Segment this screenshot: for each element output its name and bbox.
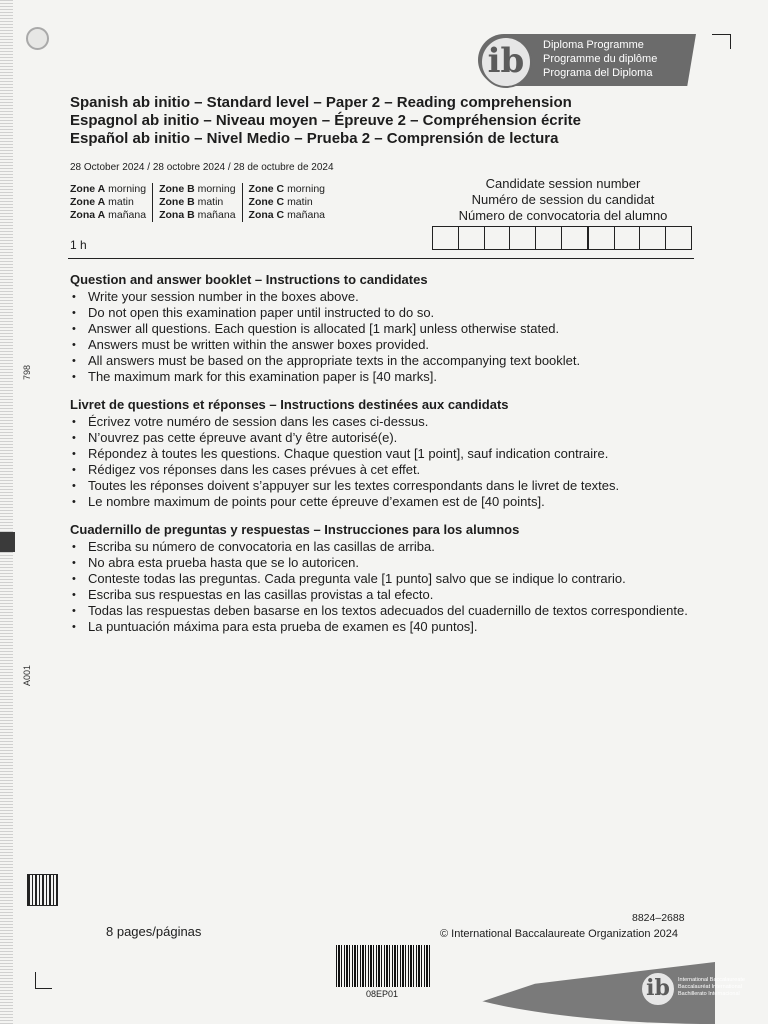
candidate-number-box[interactable]: [510, 227, 536, 249]
side-code-top: 798: [22, 364, 32, 380]
instruction-item: • Do not open this examination paper until instructed to do so.: [70, 305, 698, 321]
zone-row: [249, 209, 325, 222]
header-divider: [68, 258, 694, 259]
zone-row: [159, 209, 235, 222]
zone-row: [159, 196, 235, 209]
instruction-item: • The maximum mark for this examination paper is [40 marks].: [70, 369, 698, 385]
zone-time: mañana: [197, 209, 236, 221]
instruction-item: • Conteste todas las preguntas. Cada pregunta vale [1 punto] salvo que se indique lo contrario.: [70, 571, 698, 587]
scan-edge-strip: [0, 0, 13, 1024]
punch-hole-icon: [26, 27, 49, 50]
instruction-item: • Escriba su número de convocatoria en las casillas de arriba.: [70, 539, 698, 555]
ib-logo-footer: ib: [641, 972, 675, 1006]
ibo-name-fr: Baccalauréat International: [678, 984, 742, 990]
candidate-number-box[interactable]: [485, 227, 511, 249]
instruction-item: • Le nombre maximum de points pour cette épreuve d’examen est de [40 points].: [70, 494, 698, 510]
zone-name: Zone C: [248, 183, 285, 195]
zone-name: Zone B: [159, 196, 195, 208]
instruction-item: • Rédigez vos réponses dans les cases prévues à cet effet.: [70, 462, 698, 478]
candidate-number-box[interactable]: [433, 227, 459, 249]
instructions-heading: Cuadernillo de preguntas y respuestas – Instrucciones para los alumnos: [70, 522, 520, 537]
zone-time: matin: [108, 196, 134, 208]
corner-mark-bottom-left: [35, 972, 52, 989]
paper-code: 8824–2688: [632, 912, 685, 924]
instruction-item: • Answers must be written within the answer boxes provided.: [70, 337, 698, 353]
instruction-item: • All answers must be based on the appropriate texts in the accompanying text booklet.: [70, 353, 698, 369]
side-code-bottom: A001: [22, 664, 32, 686]
zone-row: [249, 196, 325, 209]
barcode-label: 08EP01: [366, 989, 399, 999]
instruction-item: • Write your session number in the boxes above.: [70, 289, 698, 305]
corner-mark-top-right: [712, 34, 731, 49]
zone-name: Zone A: [70, 196, 106, 208]
instruction-item: • No abra esta prueba hasta que se lo autoricen.: [70, 555, 698, 571]
copyright-notice: © International Baccalaureate Organization 2024: [440, 928, 679, 940]
edge-registration-mark: [0, 532, 15, 552]
instruction-item: • Toutes les réponses doivent s’appuyer sur les textes correspondants dans le livret de textes.: [70, 478, 698, 494]
candidate-number-boxes[interactable]: [432, 226, 692, 250]
ibo-name-es: Bachillerato Internacional: [678, 991, 740, 997]
instructions-heading: Question and answer booklet – Instructions to candidates: [70, 272, 428, 287]
instructions-es: [70, 522, 698, 635]
zone-row: [70, 196, 146, 209]
candidate-label-en: Candidate session number: [485, 176, 641, 191]
title-en: Spanish ab initio – Standard level – Paper 2 – Reading comprehension: [70, 94, 572, 111]
page-count: 8 pages/páginas: [106, 924, 202, 939]
ibo-name-en: International Baccalaureate: [678, 977, 745, 983]
candidate-number-box[interactable]: [459, 227, 485, 249]
ibo-names: [678, 977, 745, 998]
candidate-number-box[interactable]: [589, 227, 615, 249]
zone-name: Zona A: [70, 209, 106, 221]
instruction-item: • Répondez à toutes les questions. Chaque question vaut [1 point], sauf indication contraire.: [70, 446, 698, 462]
zone-time: matin: [197, 196, 224, 208]
instructions-list: [70, 289, 698, 385]
exam-date: 28 October 2024 / 28 octobre 2024 / 28 de octubre de 2024: [70, 162, 334, 173]
instruction-item: • La puntuación máxima para esta prueba de examen es [40 puntos].: [70, 619, 698, 635]
zone-name: Zone A: [70, 183, 106, 195]
programme-name-es: Programa del Diploma: [543, 67, 653, 79]
zone-row: [70, 183, 146, 196]
zone-name: Zone C: [248, 196, 285, 208]
zone-time: mañana: [108, 209, 147, 221]
zone-name: Zone B: [159, 183, 195, 195]
datamatrix-code: [27, 874, 58, 906]
zone-row: [249, 183, 325, 196]
candidate-number-box[interactable]: [666, 227, 691, 249]
zone-row: [159, 183, 235, 196]
zone-column: [242, 183, 331, 222]
programme-name-en: Diploma Programme: [543, 39, 644, 51]
instructions-fr: [70, 397, 698, 510]
candidate-number-box[interactable]: [615, 227, 641, 249]
instruction-item: • Écrivez votre numéro de session dans les cases ci-dessus.: [70, 414, 698, 430]
exam-duration: 1 h: [70, 238, 87, 252]
candidate-session-label: [430, 176, 696, 224]
barcode: [336, 945, 431, 987]
candidate-label-fr: Numéro de session du candidat: [471, 192, 655, 207]
zone-row: [70, 209, 146, 222]
zone-column: [70, 183, 152, 222]
zone-time: morning: [287, 183, 325, 195]
zone-time: mañana: [287, 209, 326, 221]
zone-name: Zona B: [159, 209, 195, 221]
programme-names: [543, 38, 657, 80]
title-es: Español ab initio – Nivel Medio – Prueba 2 – Comprensión de lectura: [70, 130, 559, 147]
ib-logo: ib: [480, 36, 532, 88]
instructions-en: [70, 272, 698, 385]
zone-time: matin: [287, 196, 313, 208]
instructions-heading: Livret de questions et réponses – Instructions destinées aux candidats: [70, 397, 509, 412]
instruction-item: • Todas las respuestas deben basarse en los textos adecuados del cuadernillo de textos correspondiente.: [70, 603, 698, 619]
instructions-list: [70, 414, 698, 510]
zone-time: morning: [197, 183, 236, 195]
zone-column: [152, 183, 241, 222]
candidate-number-box[interactable]: [640, 227, 666, 249]
zone-table: [70, 183, 331, 222]
instructions-list: [70, 539, 698, 635]
candidate-number-box[interactable]: [536, 227, 562, 249]
zone-time: morning: [108, 183, 147, 195]
candidate-label-es: Número de convocatoria del alumno: [458, 208, 668, 223]
exam-titles: [70, 94, 581, 148]
candidate-number-box[interactable]: [562, 227, 589, 249]
instruction-item: • Answer all questions. Each question is allocated [1 mark] unless otherwise stated.: [70, 321, 698, 337]
instruction-item: • N’ouvrez pas cette épreuve avant d’y être autorisé(e).: [70, 430, 698, 446]
programme-name-fr: Programme du diplôme: [543, 53, 658, 65]
zone-name: Zona C: [248, 209, 285, 221]
title-fr: Espagnol ab initio – Niveau moyen – Épreuve 2 – Compréhension écrite: [70, 112, 581, 129]
instruction-item: • Escriba sus respuestas en las casillas provistas a tal efecto.: [70, 587, 698, 603]
